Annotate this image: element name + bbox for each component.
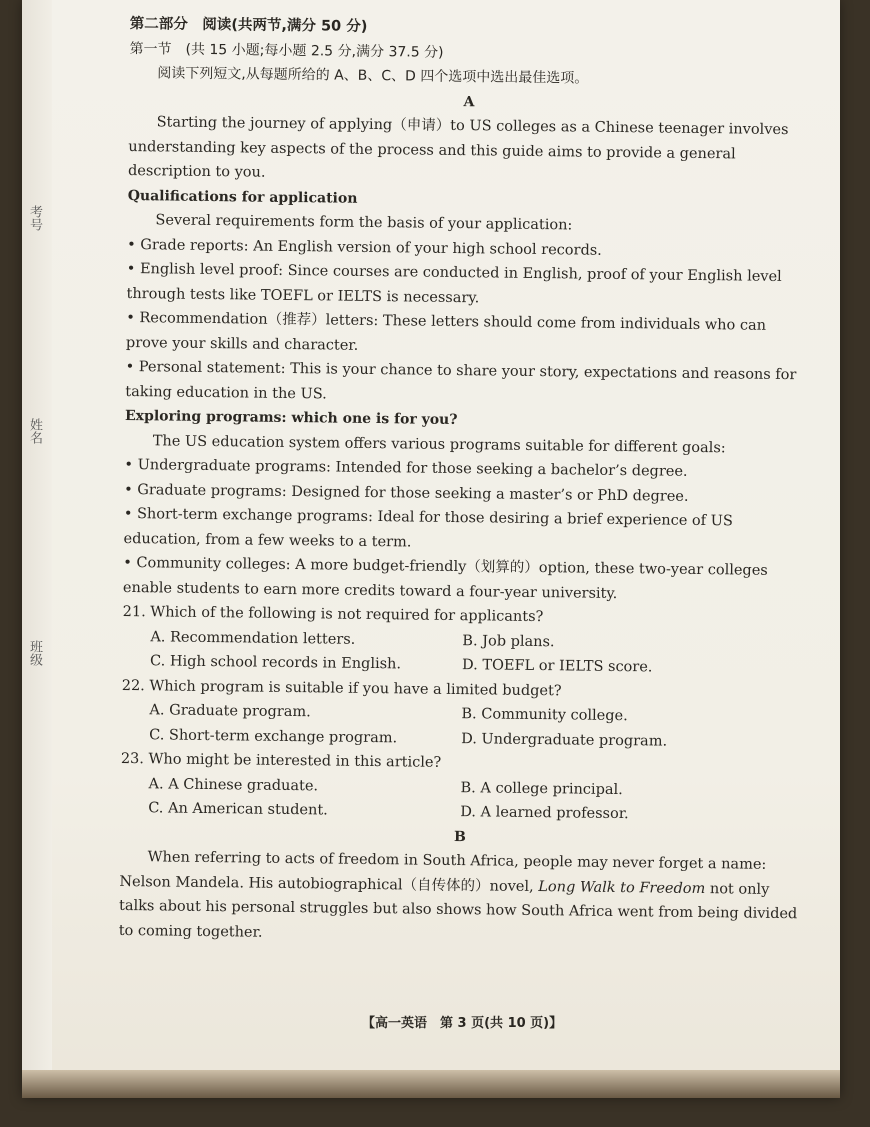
program-item: • Undergraduate programs: Intended for those seeking a bachelor’s degree. — [124, 456, 688, 480]
passage-b-text — [119, 845, 800, 951]
option-a: A. Recommendation letters. — [150, 628, 356, 648]
qualification-item: • Personal statement: This is your chance to share your story, expectations and reasons for taking education in the US. — [125, 358, 797, 402]
option-d: D. A learned professor. — [460, 804, 629, 823]
passage-b-text-before: When referring to acts of freedom in South Africa, people may never forget a name: Nelson Mandela. His autobiographical（自传体的）novel, — [119, 849, 767, 895]
passage-a-intro: Starting the journey of applying（申请）to US colleges as a Chinese teenager involves understanding key aspects of the process and this guide aims to provide a general description to you. — [127, 114, 789, 181]
option-a: A. Graduate program. — [149, 702, 311, 721]
passage-b-letter: B — [453, 828, 466, 845]
passage-b-text-after: not only talks about his personal struggles but also shows how South Africa went from being divided to coming together. — [118, 880, 798, 941]
option-c: C. An American student. — [148, 800, 328, 819]
option-b: B. Job plans. — [462, 632, 555, 650]
option-c: C. High school records in English. — [149, 653, 402, 673]
question-23-stem: 23. Who might be interested in this article? — [120, 750, 442, 771]
option-b: B. Community college. — [461, 706, 628, 725]
qualification-item: • Grade reports: An English version of your high school records. — [127, 236, 602, 259]
margin-label-name: 姓名 — [27, 418, 42, 444]
programs-title: Exploring programs: which one is for you? — [124, 407, 458, 429]
program-item: • Short-term exchange programs: Ideal for those desiring a brief experience of US education, from a few weeks to a term. — [123, 505, 733, 550]
option-b: B. A college principal. — [460, 779, 623, 798]
qualifications-intro: Several requirements form the basis of your application: — [155, 212, 573, 234]
qualification-item: • Recommendation（推荐）letters: These letters should come from individuals who can prove your skills and character. — [125, 309, 767, 354]
question-22-options — [121, 698, 802, 755]
question-23-options — [120, 771, 801, 828]
option-d: D. TOEFL or IELTS score. — [461, 657, 653, 676]
exam-page — [22, 0, 840, 1098]
part-heading: 第二部分 阅读(共两节,满分 50 分) — [129, 15, 368, 35]
book-title: Long Walk to Freedom — [538, 878, 706, 897]
qualification-item: • English level proof: Since courses are conducted in English, proof of your English level through tests like TOEFL or IELTS is necessary. — [126, 260, 782, 306]
page-content — [119, 12, 810, 951]
option-c: C. Short-term exchange program. — [149, 726, 398, 746]
question-21-options — [122, 624, 803, 681]
page-edge-shadow — [22, 1070, 840, 1098]
option-a: A. A Chinese graduate. — [148, 775, 319, 794]
question-22-stem: 22. Which program is suitable if you have a limited budget? — [121, 677, 562, 699]
program-item: • Community colleges: A more budget-friendly（划算的）option, these two-year colleges enable students to earn more credits toward a four-year university. — [122, 554, 768, 602]
section-heading: 第一节 (共 15 小题;每小题 2.5 分,满分 37.5 分) — [129, 40, 444, 61]
margin-label-exam-number: 考号 — [27, 205, 42, 231]
programs-intro: The US education system offers various programs suitable for different goals: — [152, 432, 726, 456]
instruction-text: 阅读下列短文,从每题所给的 A、B、C、D 四个选项中选出最佳选项。 — [157, 65, 589, 87]
passage-a-letter: A — [463, 93, 475, 110]
qualifications-title: Qualifications for application — [127, 187, 358, 207]
program-item: • Graduate programs: Designed for those seeking a master’s or PhD degree. — [124, 481, 689, 505]
question-21-stem: 21. Which of the following is not required for applicants? — [122, 603, 544, 626]
option-d: D. Undergraduate program. — [461, 730, 668, 750]
margin-label-class: 班级 — [27, 640, 42, 666]
binding-margin — [22, 0, 52, 1098]
page-footer: 【高一英语 第 3 页(共 10 页)】 — [362, 1016, 563, 1031]
